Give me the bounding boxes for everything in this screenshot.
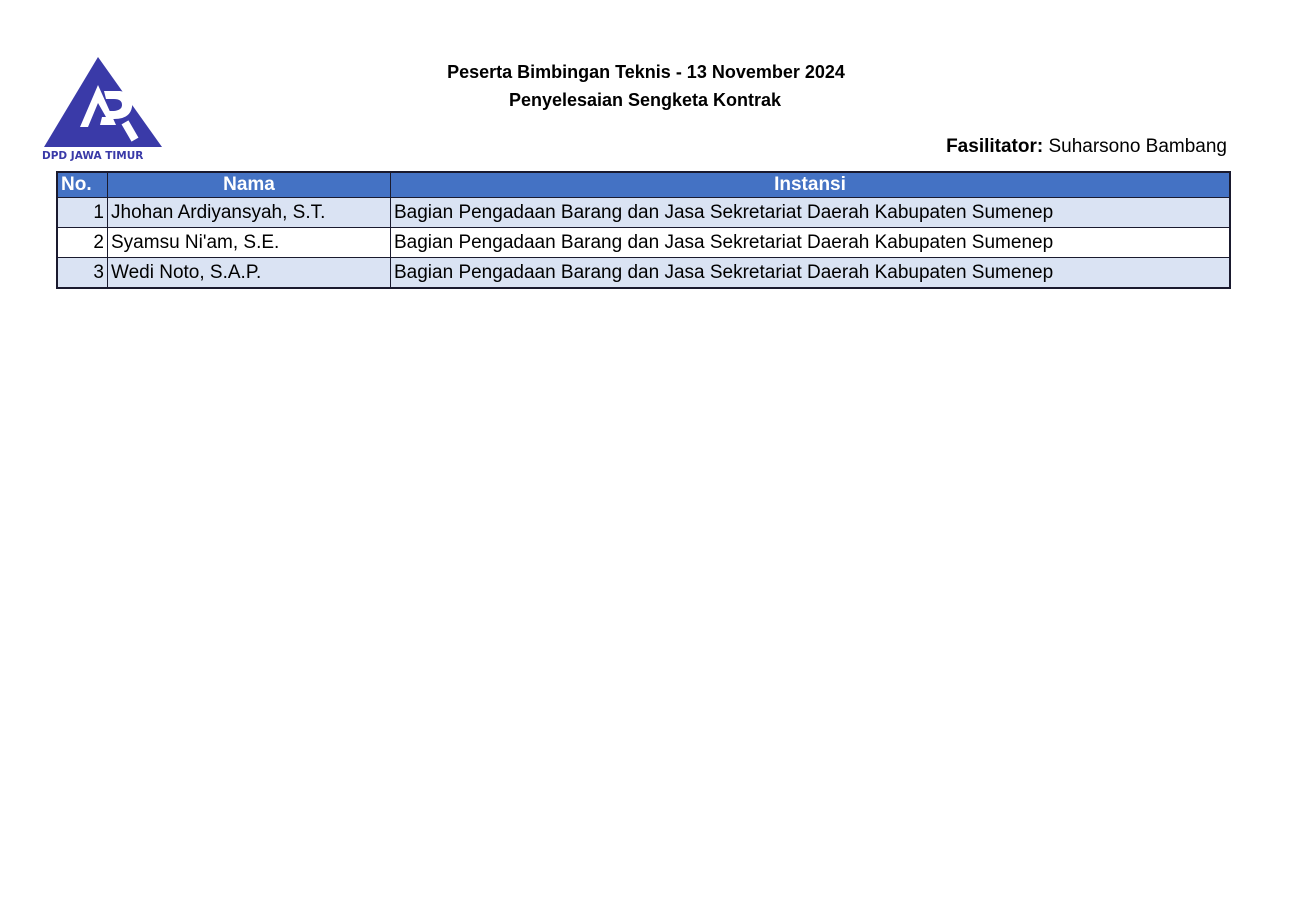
column-header-instansi: Instansi — [391, 172, 1231, 198]
cell-instansi: Bagian Pengadaan Barang dan Jasa Sekretariat Daerah Kabupaten Sumenep — [391, 228, 1231, 258]
cell-nama: Jhohan Ardiyansyah, S.T. — [108, 198, 391, 228]
table-row — [57, 228, 1230, 258]
cell-no: 1 — [57, 198, 108, 228]
title-topic: Penyelesaian Sengketa Kontrak — [508, 90, 782, 110]
cell-no: 3 — [57, 258, 108, 289]
table-row — [57, 258, 1230, 289]
cell-instansi: Bagian Pengadaan Barang dan Jasa Sekretariat Daerah Kabupaten Sumenep — [391, 258, 1231, 289]
participants-table — [56, 171, 1231, 289]
cell-nama: Wedi Noto, S.A.P. — [108, 258, 391, 289]
cell-nama: Syamsu Ni'am, S.E. — [108, 228, 391, 258]
column-header-no: No. — [57, 172, 108, 198]
document-title — [0, 58, 1290, 114]
facilitator-info — [946, 135, 1227, 159]
column-header-nama: Nama — [108, 172, 391, 198]
table-row — [57, 198, 1230, 228]
facilitator-label: Fasilitator: — [946, 136, 1044, 157]
title-event: Peserta Bimbingan Teknis - 13 November 2024 — [447, 62, 845, 82]
cell-instansi: Bagian Pengadaan Barang dan Jasa Sekretariat Daerah Kabupaten Sumenep — [391, 198, 1231, 228]
table-header-row — [57, 172, 1230, 198]
facilitator-name: Suharsono Bambang — [1048, 136, 1227, 157]
cell-no: 2 — [57, 228, 108, 258]
svg-text:DPD JAWA TIMUR: DPD JAWA TIMUR — [42, 150, 144, 162]
